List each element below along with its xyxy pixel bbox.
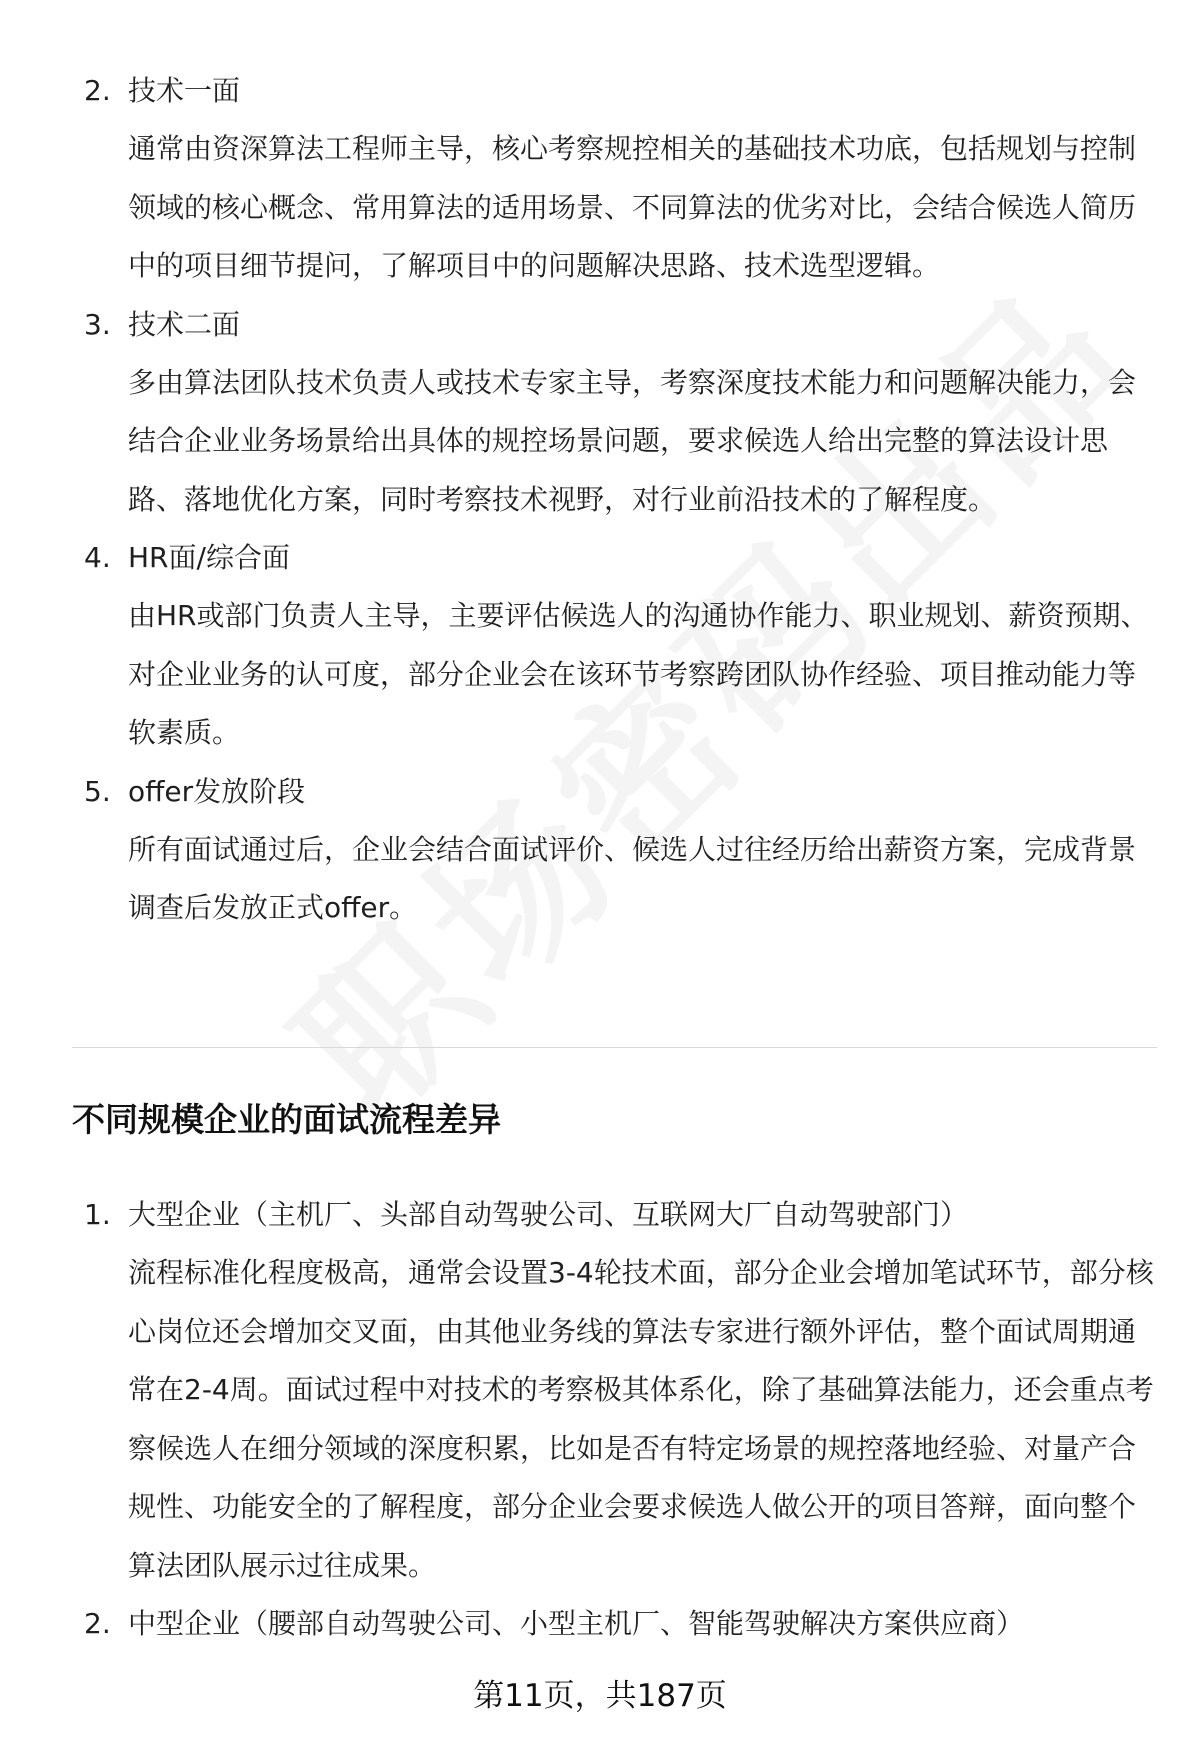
section-title: 不同规模企业的面试流程差异 [72, 1100, 501, 1139]
list-item-body: 通常由资深算法工程师主导，核心考察规控相关的基础技术功底，包括规划与控制领域的核心概念、常用算法的适用场景、不同算法的优劣对比，会结合候选人简历中的项目细节提问，了解项目中的问题解决思路、技术选型逻辑。 [128, 132, 1137, 282]
list-item-heading [78, 529, 1158, 587]
list-item-title: 大型企业（主机厂、头部自动驾驶公司、互联网大厂自动驾驶部门） [128, 1198, 969, 1231]
process-stage-list [78, 62, 1158, 938]
list-item-number: 1. [84, 1198, 111, 1231]
list-item-number: 4. [84, 541, 111, 574]
list-item-number: 2. [84, 74, 111, 107]
list-item-number: 3. [84, 307, 111, 341]
list-item-heading [78, 763, 1158, 821]
list-item-body: 流程标准化程度极高，通常会设置3-4轮技术面，部分企业会增加笔试环节，部分核心岗位还会增加交叉面，由其他业务线的算法专家进行额外评估，整个面试周期通常在2-4周。面试过程中对技术的考察极其体系化，除了基础算法能力，还会重点考察候选人在细分领域的深度积累，比如是否有特定场景的规控落地经验、对量产合规性、功能安全的了解程度，部分企业会要求候选人做公开的项目答辩，面向整个算法团队展示过往成果。 [128, 1256, 1154, 1582]
list-item-title: offer发放阶段 [128, 774, 306, 808]
list-item [78, 296, 1158, 530]
list-item-heading [78, 296, 1158, 354]
list-item-heading [78, 62, 1158, 120]
list-item-body: 所有面试通过后，企业会结合面试评价、候选人过往经历给出薪资方案，完成背景调查后发放正式offer。 [128, 832, 1137, 924]
company-size-list [78, 1186, 1158, 1653]
list-item-body: 多由算法团队技术负责人或技术专家主导，考察深度技术能力和问题解决能力，会结合企业业务场景给出具体的规控场景问题，要求候选人给出完整的算法设计思路、落地优化方案，同时考察技术视野，对行业前沿技术的了解程度。 [128, 365, 1137, 516]
list-item-heading [78, 1186, 1158, 1244]
list-item-body: 由HR或部门负责人主导，主要评估候选人的沟通协作能力、职业规划、薪资预期、对企业业务的认可度，部分企业会在该环节考察跨团队协作经验、项目推动能力等软素质。 [128, 599, 1149, 749]
list-item [78, 1595, 1158, 1653]
page-number-footer: 第11页，共187页 [473, 1678, 727, 1714]
list-item-heading [78, 1595, 1158, 1653]
section-divider [72, 1047, 1157, 1048]
list-item-title: HR面/综合面 [128, 541, 290, 574]
list-item [78, 62, 1158, 296]
list-item-title: 技术一面 [128, 74, 241, 107]
list-item-number: 5. [84, 774, 111, 808]
list-item [78, 529, 1158, 763]
list-item-title: 技术二面 [128, 307, 241, 341]
list-item [78, 763, 1158, 938]
list-item-number: 2. [84, 1607, 111, 1640]
list-item [78, 1186, 1158, 1595]
list-item-title: 中型企业（腰部自动驾驶公司、小型主机厂、智能驾驶解决方案供应商） [128, 1607, 1025, 1640]
